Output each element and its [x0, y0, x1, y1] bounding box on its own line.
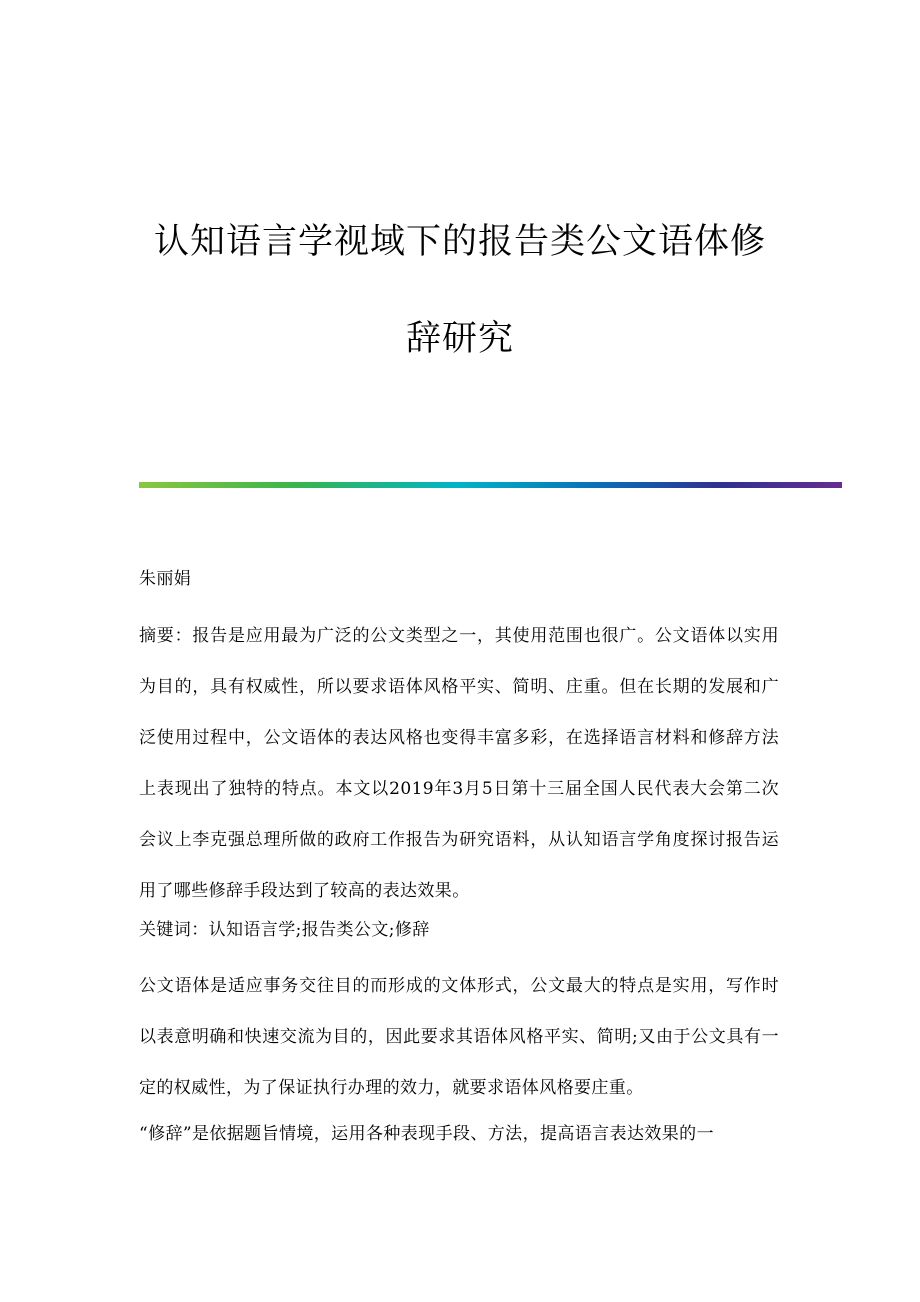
document-title-line-2: 辞研究	[405, 319, 514, 359]
abstract-paragraph: 摘要：报告是应用最为广泛的公文类型之一，其使用范围也很广。公文语体以实用为目的，具有权威性，所以要求语体风格平实、简明、庄重。但在长期的发展和广泛使用过程中，公文语体的表达风格也变得丰富多彩，在选择语言材料和修辞方法上表现出了独特的特点。本文以2019年3月5日第十三届全国人民代表大会第二次会议上李克强总理所做的政府工作报告为研究语料，从认知语言学角度探讨报告运用了哪些修辞手段达到了较高的表达效果。	[139, 626, 780, 901]
author-name: 朱丽娟	[139, 569, 192, 589]
keywords-line: 关键词：认知语言学;报告类公文;修辞	[139, 920, 430, 940]
body-paragraph: “修辞”是依据题旨情境，运用各种表现手段、方法，提高语言表达效果的一	[139, 1124, 714, 1144]
body-paragraph: 公文语体是适应事务交往目的而形成的文体形式，公文最大的特点是实用，写作时以表意明确和快速交流为目的，因此要求其语体风格平实、简明;又由于公文具有一定的权威性，为了保证执行办理的效力，就要求语体风格要庄重。	[139, 976, 779, 1098]
document-title-line-1: 认知语言学视域下的报告类公文语体修	[153, 222, 766, 262]
title-divider	[139, 482, 842, 488]
